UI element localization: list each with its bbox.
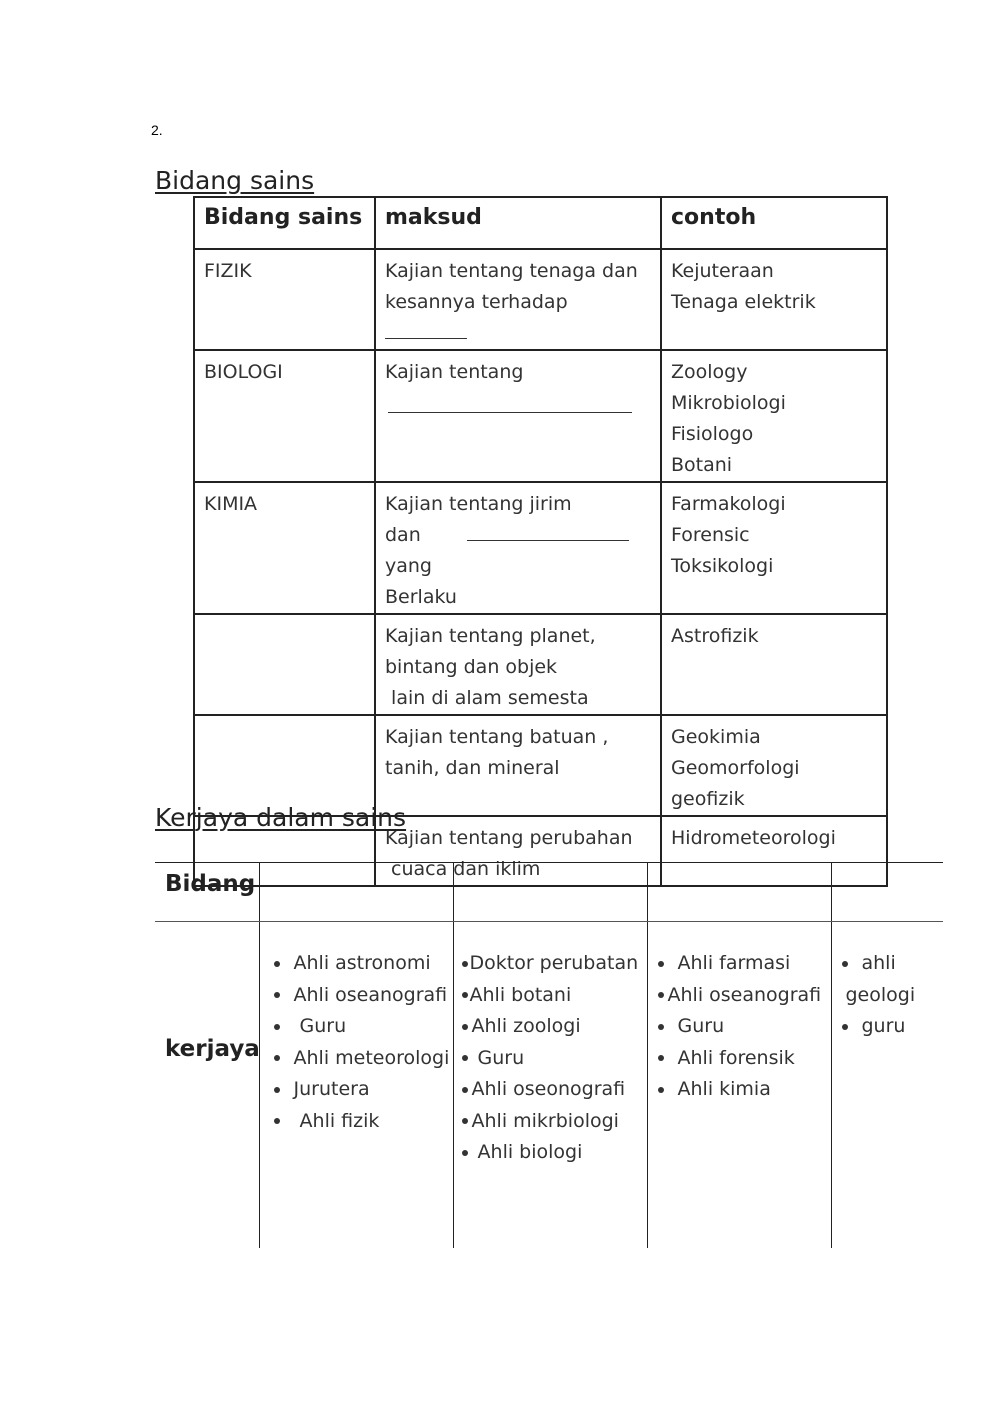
section-title-bidang-sains: Bidang sains	[155, 166, 315, 195]
bidang-sains-table	[193, 196, 888, 887]
list-item-text: Ahli oseanografi	[667, 983, 822, 1006]
maksud-line: Kajian tentang tenaga dan	[385, 260, 638, 282]
maksud-text: yang	[385, 555, 432, 577]
kerjaya-list	[462, 948, 646, 1169]
list-item	[658, 980, 830, 1012]
table-row	[194, 249, 887, 350]
contoh-item: Forensic	[671, 524, 750, 546]
list-item	[274, 948, 452, 980]
bullet-icon	[462, 961, 468, 967]
list-item	[658, 1011, 830, 1043]
list-item	[658, 948, 830, 980]
contoh-cell	[661, 350, 887, 482]
list-item	[462, 1106, 646, 1138]
list-item-text: Ahli astronomi	[293, 952, 431, 974]
list-item-text: Ahli oseonografi	[471, 1078, 626, 1100]
maksud-cell	[375, 614, 661, 715]
maksud-line: lain di alam semesta	[385, 687, 589, 709]
bullet-icon	[462, 1087, 468, 1093]
contoh-item: geofizik	[671, 788, 745, 810]
kerjaya-table	[155, 862, 943, 1248]
bullet-icon	[462, 1150, 468, 1156]
contoh-item: Geokimia	[671, 726, 761, 748]
maksud-line	[385, 392, 652, 423]
bullet-icon	[462, 1118, 468, 1124]
contoh-cell	[661, 249, 887, 350]
row-label-kerjaya: kerjaya	[165, 1036, 260, 1063]
list-item-text: Ahli oseanografi	[293, 983, 448, 1006]
list-item-text: Guru	[293, 1015, 347, 1037]
list-item-text: Ahli zoologi	[471, 1015, 581, 1037]
contoh-item: Fisiologo	[671, 423, 754, 445]
list-item-text: geologi	[845, 983, 916, 1006]
kerjaya-list	[274, 948, 452, 1137]
list-item	[658, 1074, 830, 1106]
list-item	[462, 1074, 646, 1106]
header-maksud: maksud	[375, 197, 661, 249]
list-item	[274, 1074, 452, 1106]
contoh-cell	[661, 614, 887, 715]
contoh-item: Astrofizik	[671, 625, 759, 647]
table-row	[194, 715, 887, 816]
bullet-icon	[274, 1118, 280, 1124]
list-item	[842, 948, 943, 980]
section-title-kerjaya: Kerjaya dalam sains	[155, 803, 407, 832]
bidang-row	[155, 863, 943, 922]
kerjaya-cell	[259, 922, 453, 1249]
fill-blank[interactable]	[388, 394, 632, 413]
list-item-text: Ahli fizik	[293, 1109, 380, 1132]
bullet-icon	[842, 961, 848, 967]
list-item-text: Guru	[677, 1015, 725, 1037]
contoh-item: Hidrometeorologi	[671, 827, 836, 849]
list-item	[462, 1011, 646, 1043]
maksud-line: Kajian tentang jirim	[385, 493, 572, 515]
maksud-line: cuaca dan iklim	[385, 858, 541, 880]
maksud-line: bintang dan objek	[385, 656, 558, 678]
table-row	[194, 350, 887, 482]
bullet-icon	[274, 992, 280, 998]
maksud-line: tanih, dan mineral	[385, 757, 560, 779]
header-bidang-sains: Bidang sains	[194, 197, 375, 249]
contoh-item: Geomorfologi	[671, 757, 800, 779]
table-row	[194, 614, 887, 715]
list-item-text: Guru	[471, 1046, 525, 1069]
bullet-icon	[274, 961, 280, 967]
maksud-line: Kajian tentang	[385, 361, 524, 383]
kerjaya-cell	[831, 922, 943, 1249]
list-item-text: Doktor perubatan	[469, 952, 639, 974]
bullet-icon	[842, 1024, 848, 1030]
bidang-answer-cell[interactable]	[831, 863, 943, 922]
bullet-icon	[462, 1055, 468, 1061]
list-item	[274, 1043, 452, 1075]
contoh-item: Farmakologi	[671, 493, 786, 515]
bidang-cell[interactable]	[194, 614, 375, 715]
table-row	[194, 482, 887, 614]
kerjaya-list	[842, 948, 943, 1043]
list-item-text: Ahli biologi	[471, 1141, 583, 1163]
list-item	[274, 1106, 452, 1138]
kerjaya-cell	[647, 922, 831, 1249]
bullet-icon	[658, 961, 664, 967]
maksud-text: dan	[385, 524, 421, 546]
maksud-line	[385, 520, 652, 582]
contoh-item: Botani	[671, 454, 733, 476]
bullet-icon	[274, 1087, 280, 1093]
maksud-line: Kajian tentang perubahan	[385, 827, 633, 849]
bidang-answer-cell[interactable]	[259, 863, 453, 922]
table-header-row	[194, 197, 887, 249]
contoh-item: Toksikologi	[671, 555, 774, 577]
question-number: 2.	[151, 122, 163, 138]
bullet-icon	[462, 1024, 468, 1030]
bullet-icon	[658, 1055, 664, 1061]
list-item-text: Ahli meteorologi	[293, 1046, 450, 1069]
list-item-text: ahli	[861, 952, 896, 974]
list-item	[462, 1043, 646, 1075]
maksud-cell	[375, 350, 661, 482]
list-item-text: Ahli botani	[469, 983, 572, 1006]
maksud-line: Kajian tentang batuan ,	[385, 726, 609, 748]
list-item-text: guru	[861, 1015, 906, 1037]
kerjaya-cell	[453, 922, 647, 1249]
contoh-item: Zoology	[671, 361, 748, 383]
list-item	[274, 1011, 452, 1043]
list-item-text: Ahli forensik	[677, 1046, 795, 1069]
bullet-icon	[462, 992, 468, 998]
maksud-text: kesannya terhadap	[385, 291, 568, 313]
bidang-cell: KIMIA	[194, 482, 375, 614]
bidang-answer-cell[interactable]	[647, 863, 831, 922]
list-item-text: Ahli farmasi	[677, 952, 791, 974]
maksud-cell	[375, 715, 661, 816]
list-item	[842, 1011, 943, 1043]
list-item	[842, 980, 943, 1012]
maksud-line: Kajian tentang planet,	[385, 625, 596, 647]
fill-blank[interactable]	[467, 522, 629, 541]
list-item	[462, 948, 646, 980]
kerjaya-row	[155, 922, 943, 1249]
maksud-line: Berlaku	[385, 586, 457, 608]
bidang-cell[interactable]	[194, 715, 375, 816]
list-item-text: Ahli mikrbiologi	[471, 1109, 619, 1132]
contoh-cell	[661, 482, 887, 614]
bidang-cell: FIZIK	[194, 249, 375, 350]
maksud-line	[385, 287, 652, 349]
fill-blank[interactable]	[385, 320, 467, 339]
contoh-item: Mikrobiologi	[671, 392, 786, 414]
header-contoh: contoh	[661, 197, 887, 249]
contoh-cell	[661, 715, 887, 816]
list-item	[274, 980, 452, 1012]
contoh-item: Tenaga elektrik	[671, 291, 816, 313]
bullet-icon	[658, 992, 664, 998]
row-label-bidang: Bidang	[155, 863, 259, 922]
maksud-cell	[375, 249, 661, 350]
list-item	[658, 1043, 830, 1075]
bullet-icon	[274, 1055, 280, 1061]
bidang-cell: BIOLOGI	[194, 350, 375, 482]
list-item	[462, 1137, 646, 1169]
maksud-cell	[375, 482, 661, 614]
bidang-answer-cell[interactable]	[453, 863, 647, 922]
contoh-item: Kejuteraan	[671, 260, 774, 282]
bullet-icon	[274, 1024, 280, 1030]
list-item-text: Ahli kimia	[677, 1078, 771, 1100]
list-item	[462, 980, 646, 1012]
bullet-icon	[658, 1087, 664, 1093]
kerjaya-list	[658, 948, 830, 1106]
list-item-text: Jurutera	[293, 1078, 370, 1100]
bullet-icon	[658, 1024, 664, 1030]
